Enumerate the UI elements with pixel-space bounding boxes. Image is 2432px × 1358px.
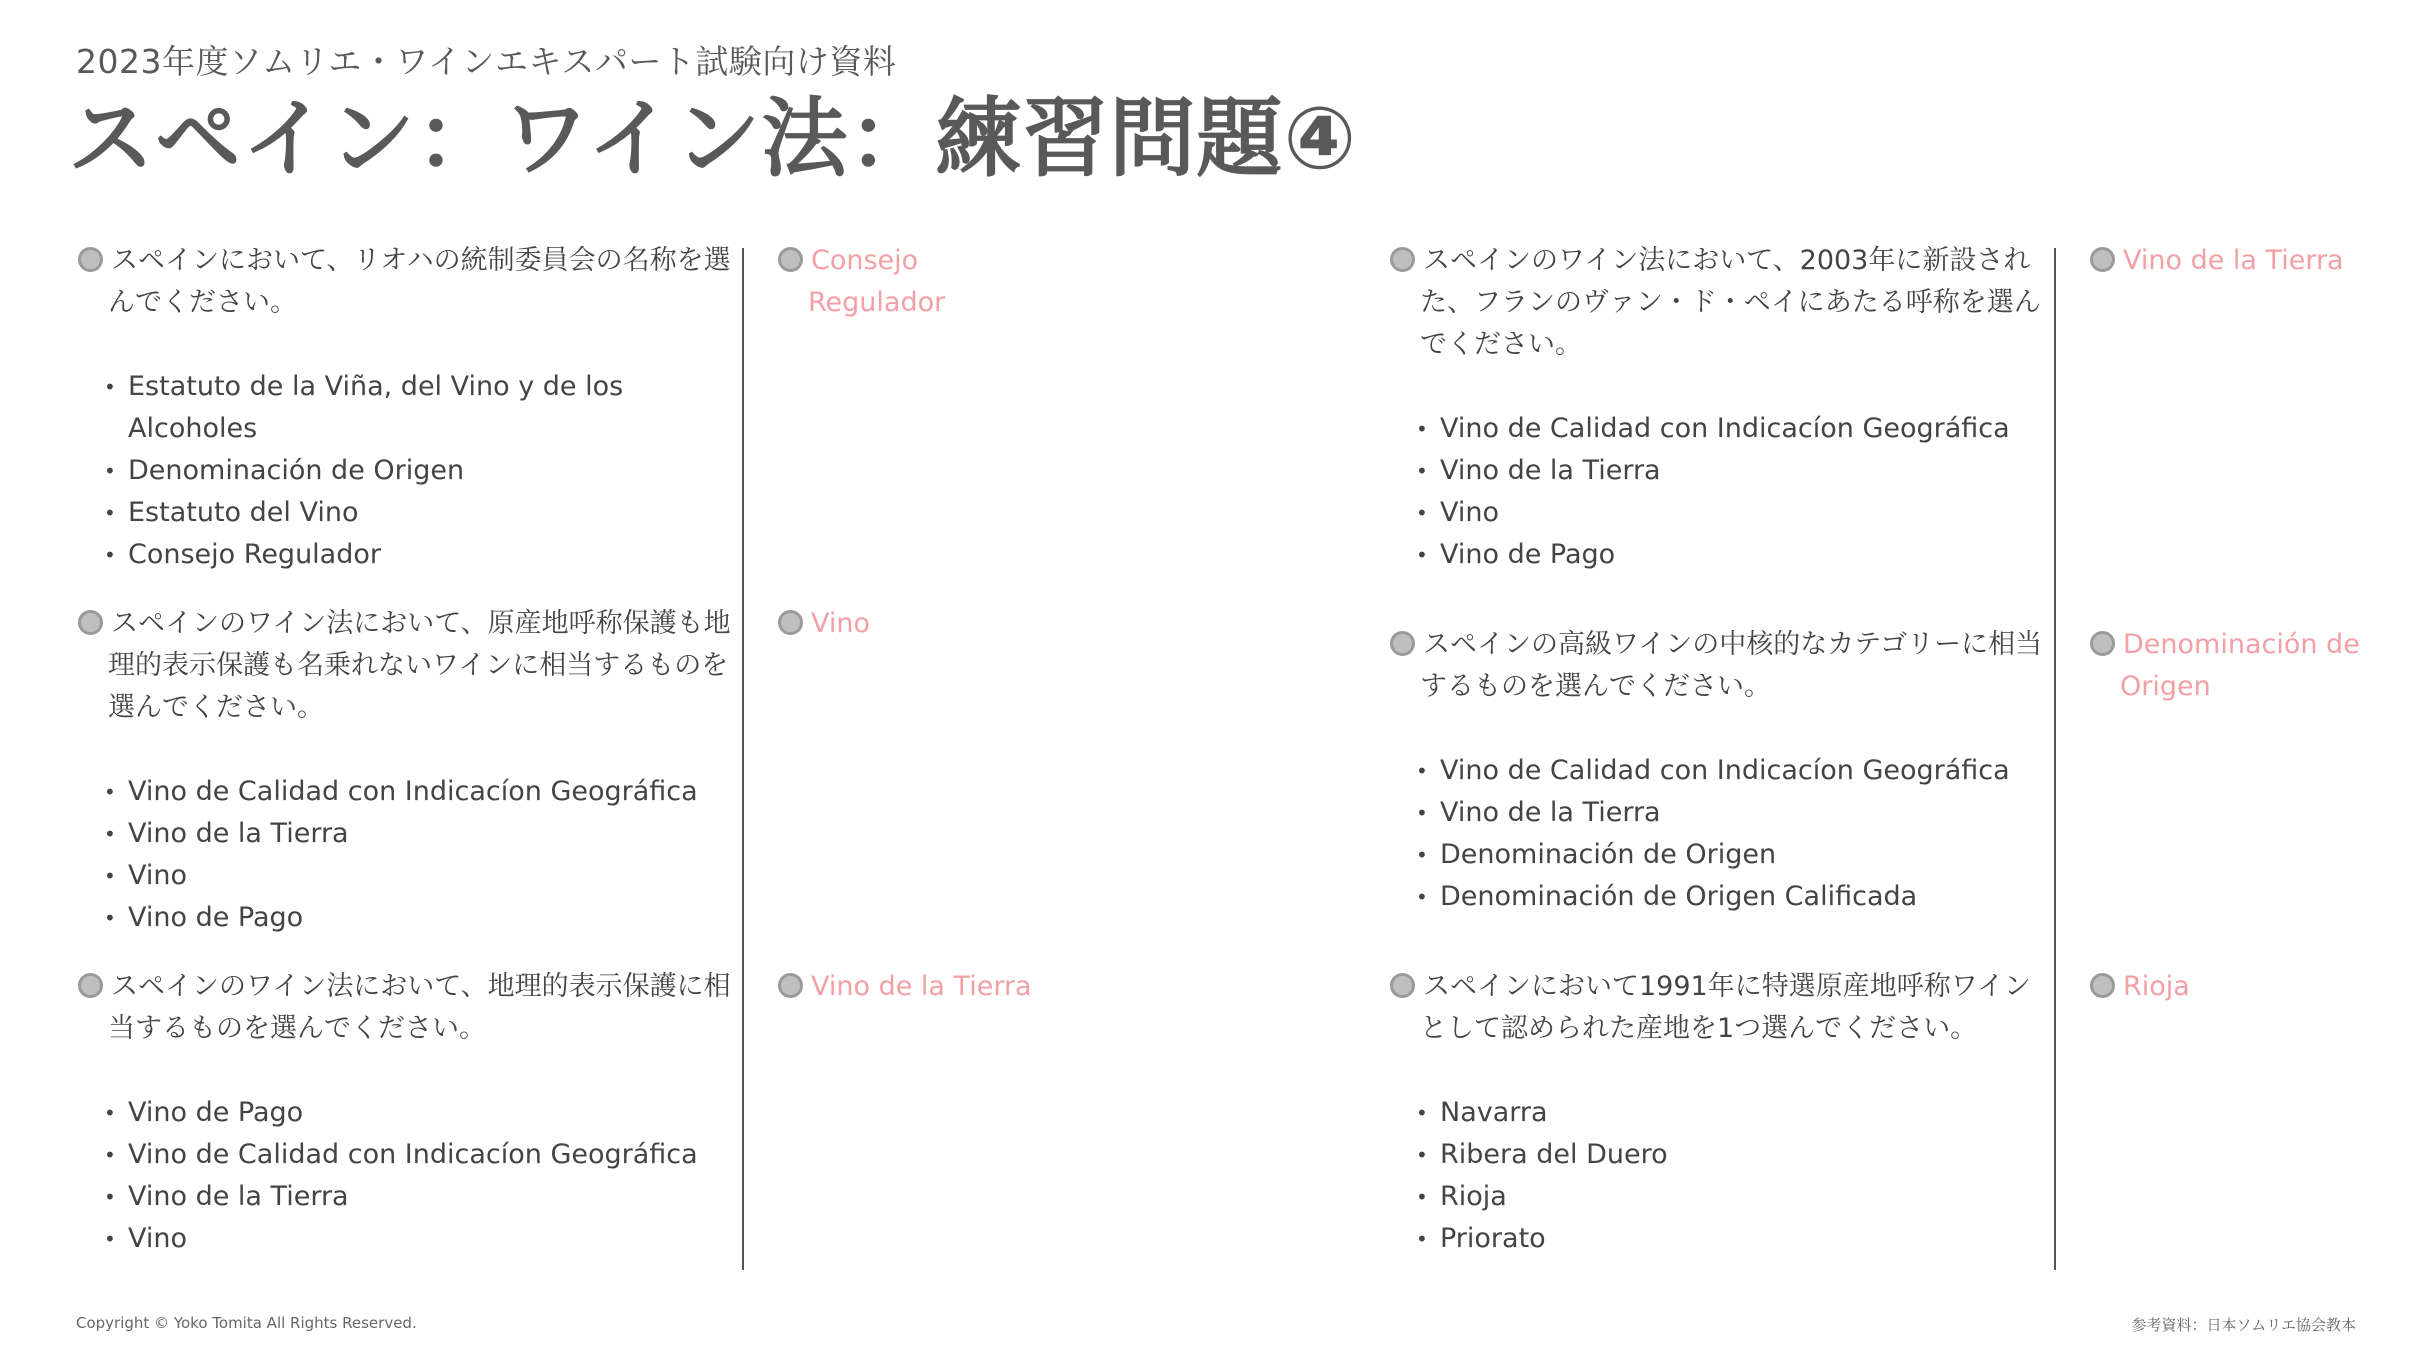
question-text: スペインのワイン法において、地理的表示保護に相当するものを選んでください。 (108, 971, 731, 1044)
option-item: • Denominación de Origen (104, 450, 738, 492)
question-4 (1390, 240, 2050, 576)
bullet-circle-icon (778, 610, 803, 635)
option-list (1390, 408, 2050, 576)
question-1 (78, 240, 738, 576)
option-list (1390, 1092, 2050, 1260)
question-text: スペインにおいて1991年に特選原産地呼称ワインとして認められた産地を1つ選んでください。 (1420, 971, 2031, 1044)
option-item: • Vino de Pago (1416, 534, 2050, 576)
option-item: • Vino de Calidad con Indicacíon Geográfica (1416, 408, 2050, 450)
answer-text: Vino de la Tierra (2123, 245, 2344, 276)
option-item: • Vino de Calidad con Indicacíon Geográfica (104, 1134, 738, 1176)
bullet-circle-icon (1390, 247, 1415, 272)
answer-6 (2090, 966, 2360, 1008)
answer-text: Vino de la Tierra (811, 971, 1032, 1002)
option-item: • Rioja (1416, 1176, 2050, 1218)
divider-right (2054, 248, 2056, 1270)
bullet-circle-icon (778, 247, 803, 272)
option-item: • Consejo Regulador (104, 534, 738, 576)
option-item: • Denominación de Origen (1416, 834, 2050, 876)
copyright-text: Copyright © Yoko Tomita All Rights Reserved. (76, 1314, 417, 1332)
bullet-circle-icon (78, 610, 103, 635)
option-list (78, 1092, 738, 1260)
answer-text: Vino (811, 608, 871, 639)
question-2 (78, 603, 738, 939)
page-title: スペイン：ワイン法：練習問題④ (68, 89, 1358, 189)
option-item: • Vino de la Tierra (1416, 792, 2050, 834)
option-item: • Ribera del Duero (1416, 1134, 2050, 1176)
question-3 (78, 966, 738, 1260)
question-text: スペインの高級ワインの中核的なカテゴリーに相当するものを選んでください。 (1420, 629, 2043, 702)
bullet-circle-icon (1390, 973, 1415, 998)
answer-2 (778, 603, 1048, 645)
option-list (78, 771, 738, 939)
option-item: • Vino (1416, 492, 2050, 534)
bullet-circle-icon (78, 973, 103, 998)
option-list (1390, 750, 2050, 918)
answer-3 (778, 966, 1048, 1008)
reference-text: 参考資料：日本ソムリエ協会教本 (2131, 1316, 2356, 1334)
answer-4 (2090, 240, 2360, 282)
bullet-circle-icon (778, 973, 803, 998)
bullet-circle-icon (1390, 631, 1415, 656)
question-6 (1390, 966, 2050, 1260)
option-item: • Vino de Calidad con Indicacíon Geográfica (104, 771, 738, 813)
bullet-circle-icon (2090, 631, 2115, 656)
answer-text: Denominación de Origen (2120, 629, 2360, 702)
option-item: • Vino de Calidad con Indicacíon Geográfica (1416, 750, 2050, 792)
option-item: • Vino (104, 1218, 738, 1260)
divider-left (742, 248, 744, 1270)
question-5 (1390, 624, 2050, 918)
bullet-circle-icon (2090, 973, 2115, 998)
option-item: • Vino (104, 855, 738, 897)
option-item: • Navarra (1416, 1092, 2050, 1134)
option-item: • Denominación de Origen Calificada (1416, 876, 2050, 918)
option-item: • Vino de la Tierra (104, 813, 738, 855)
option-item: • Vino de Pago (104, 897, 738, 939)
option-item: • Estatuto de la Viña, del Vino y de los Alcoholes (104, 366, 738, 450)
answer-5 (2090, 624, 2360, 708)
option-list (78, 366, 738, 576)
option-item: • Vino de la Tierra (1416, 450, 2050, 492)
bullet-circle-icon (2090, 247, 2115, 272)
bullet-circle-icon (78, 247, 103, 272)
option-item: • Vino de la Tierra (104, 1176, 738, 1218)
answer-text: Rioja (2123, 971, 2190, 1002)
question-text: スペインのワイン法において、2003年に新設された、フランのヴァン・ド・ペイにあたる呼称を選んでください。 (1420, 245, 2041, 360)
option-item: • Priorato (1416, 1218, 2050, 1260)
option-item: • Estatuto del Vino (104, 492, 738, 534)
option-item: • Vino de Pago (104, 1092, 738, 1134)
question-text: スペインにおいて、リオハの統制委員会の名称を選んでください。 (108, 245, 731, 318)
answer-1 (778, 240, 1048, 324)
answer-text: Consejo Regulador (808, 245, 946, 318)
page-subtitle: 2023年度ソムリエ・ワインエキスパート試験向け資料 (76, 42, 897, 81)
question-text: スペインのワイン法において、原産地呼称保護も地理的表示保護も名乗れないワインに相当するものを選んでください。 (108, 608, 731, 723)
